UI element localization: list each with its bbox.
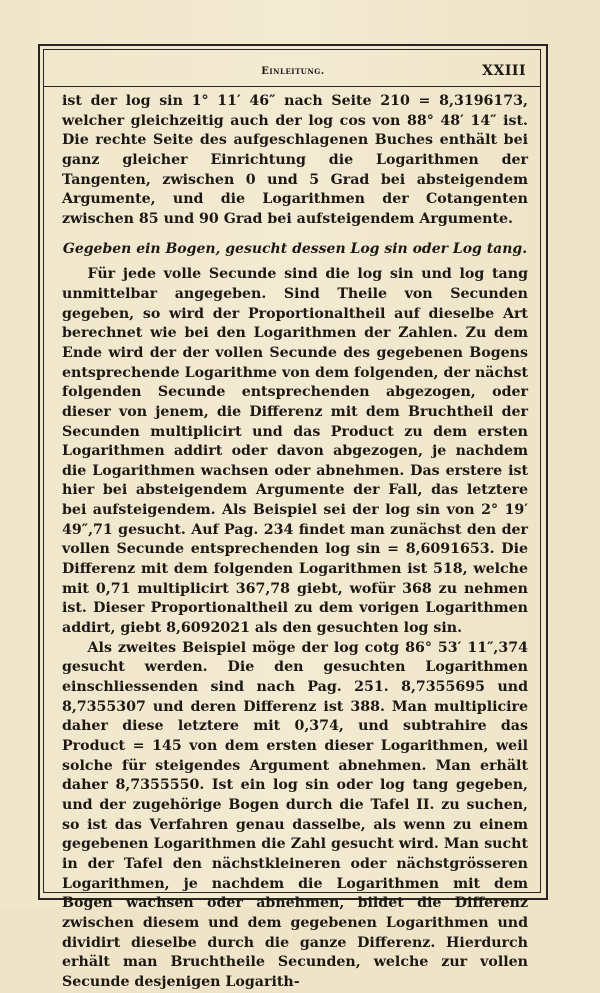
header-rule bbox=[43, 86, 540, 87]
paragraph-continuation: ist der log sin 1° 11′ 46″ nach Seite 210 = 8,3196173, welcher gleichzeitig auch der log cos von 88° 48′ 14″ ist. Die rechte Seite des aufgeschlagenen Buches enthält bei ganz gleicher Einrichtung die Logarithmen der Tangenten, zwischen 0 und 5 Grad bei absteigendem Argumente, und die Logarithmen der Cotangenten zwischen 85 und 90 Grad bei aufsteigendem Argumente. bbox=[62, 93, 528, 227]
running-head bbox=[60, 63, 526, 83]
paragraph: Als zweites Beispiel möge der log cotg 86° 53′ 11″,374 gesucht werden. Die den gesuchten Logarithmen einschliessenden sind nach Pag. 251. 8,7355695 und 8,7355307 und deren Differenz ist 388. Man multiplicire daher diese letztere mit 0,374, und subtrahire das Product = 145 von dem ersten dieser Logarithmen, weil solche für steigendes Argument abnehmen. Man erhält daher 8,7355550. Ist ein log sin oder log tang gegeben, und der zugehörige Bogen durch die Tafel II. zu suchen, so ist das Verfahren genau dasselbe, als wenn zu einem gegebenen Logarithmen die Zahl gesucht wird. Man sucht in der Tafel den nächstkleineren oder nächstgrösseren Logarithmen, je nachdem die Logarithmen mit dem Bogen wachsen oder abnehmen, bildet die Differenz zwischen diesem und dem gegebenen Logarithmen und dividirt dieselbe durch die ganze Differenz. Hierdurch erhält man Bruchtheile Secunden, welche zur vollen Secunde desjenigen Logarith- bbox=[62, 639, 528, 990]
body-text bbox=[62, 92, 528, 993]
paragraph: Für jede volle Secunde sind die log sin und log tang unmittelbar angegeben. Sind Theile von Secunden gegeben, so wird der Proportionaltheil auf dieselbe Art berechnet wie bei den Logarithmen der Zahlen. Zu dem Ende wird der der vollen Secunde des gegebenen Bogens entsprechende Logarithme von dem folgenden, der nächst folgenden Secunde entsprechenden abgezogen, oder dieser von jenem, die Differenz mit dem Bruchtheil der Secunden multiplicirt und das Product zu dem ersten Logarithmen addirt oder davon abgezogen, je nachdem die Logarithmen wachsen oder abnehmen. Das erstere ist hier bei absteigendem Argumente der Fall, das letztere bei aufsteigendem. Als Beispiel sei der log sin von 2° 19′ 49″,71 gesucht. Auf Pag. 234 findet man zunächst den der vollen Secunde entsprechenden log sin = 8,6091653. Die Differenz mit dem folgenden Logarithmen ist 518, welche mit 0,71 multiplicirt 367,78 giebt, wofür 368 zu nehmen ist. Dieser Proportionaltheil zu dem vorigen Logarithmen addirt, giebt 8,6092021 als den gesuchten log sin. bbox=[62, 266, 528, 637]
running-head-title: Einleitung. bbox=[261, 66, 325, 77]
page-number: XXIII bbox=[482, 63, 526, 79]
section-heading: Gegeben ein Bogen, gesucht dessen Log sin oder Log tang. bbox=[62, 240, 528, 257]
